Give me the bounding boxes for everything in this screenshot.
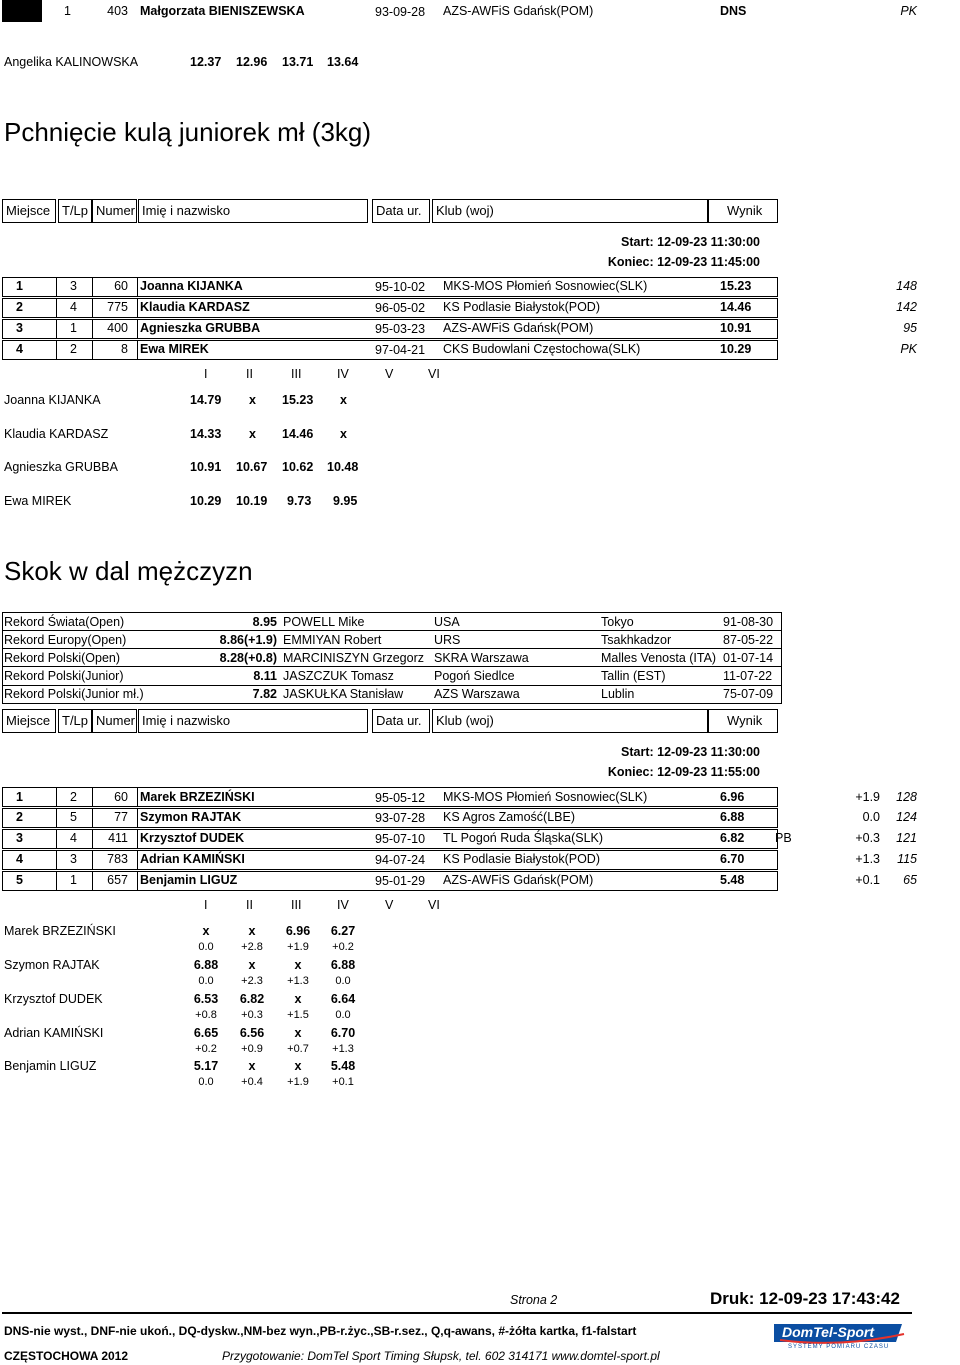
row-marker (2, 0, 42, 22)
results-header-shot (2, 199, 778, 225)
bib-number: 60 (114, 279, 128, 293)
birth-date: 95-05-12 (375, 791, 426, 805)
attempt-value: 6.27 (330, 924, 356, 938)
attempt-athlete-name: Benjamin LIGUZ (4, 1059, 97, 1073)
start-time: Start: 12-09-23 11:30:00 (621, 235, 760, 249)
event-city: CZĘSTOCHOWA 2012 (4, 1349, 129, 1363)
result: 10.29 (720, 342, 752, 356)
record-label: Rekord Polski(Junior mł.) (4, 687, 144, 701)
attempt-wind: +2.3 (241, 975, 263, 987)
record-holder: JASZCZUK Tomasz (283, 669, 394, 683)
attempt-wind: 0.0 (335, 975, 351, 987)
attempt-value: 6.96 (285, 924, 311, 938)
attempt-wind: +0.4 (241, 1076, 263, 1088)
bib-number: 400 (107, 321, 128, 335)
attempt-wind: +0.9 (241, 1043, 263, 1055)
attempt-value: x (294, 958, 302, 972)
attempt-header: II (246, 898, 253, 912)
result: DNS (720, 4, 747, 18)
record-holder: POWELL Mike (283, 615, 365, 629)
record-label: Rekord Europy(Open) (4, 633, 127, 647)
place: 4 (16, 852, 23, 866)
athlete-name: Marek BRZEZIŃSKI (140, 790, 255, 804)
attempt-value: x (202, 924, 210, 938)
place: 4 (16, 342, 23, 356)
birth-date: 93-09-28 (375, 5, 426, 19)
athlete-name: Agnieszka GRUBBA (140, 321, 261, 335)
attempt-header: VI (428, 367, 440, 381)
athlete-name: Szymon RAJTAK (140, 810, 242, 824)
place: 3 (16, 831, 23, 845)
record-place: Tokyo (601, 615, 634, 629)
result: 15.23 (720, 279, 752, 293)
footer-divider (2, 1312, 912, 1314)
print-timestamp: Druk: 12-09-23 17:43:42 (710, 1289, 900, 1308)
record-value: 8.28(+0.8) (219, 651, 277, 665)
record-value: 8.95 (252, 615, 277, 629)
bib-number: 60 (114, 790, 128, 804)
attempt-wind: 0.0 (198, 1076, 214, 1088)
header-name: Imię i nazwisko (138, 199, 368, 223)
attempt-header: IV (337, 898, 349, 912)
club: TL Pogoń Ruda Śląska(SLK) (443, 831, 604, 845)
attempt-header: V (385, 898, 394, 912)
attempt-value: 14.46 (282, 427, 314, 441)
attempt-header: VI (428, 898, 440, 912)
attempt-wind: +1.3 (332, 1043, 354, 1055)
attempt-value: 13.71 (282, 55, 314, 69)
attempt-wind: 0.0 (198, 941, 214, 953)
attempt-wind: +0.8 (195, 1009, 217, 1021)
header-club: Klub (woj) (432, 709, 708, 733)
attempt-value: 15.23 (282, 393, 314, 407)
club: MKS-MOS Płomień Sosnowiec(SLK) (443, 279, 648, 293)
attempt-value: x (248, 924, 256, 938)
record-date: 87-05-22 (723, 633, 774, 647)
record-club: Pogoń Siedlce (434, 669, 515, 683)
header-name: Imię i nazwisko (138, 709, 368, 733)
wind: 0.0 (862, 810, 880, 824)
attempt-athlete-name: Ewa MIREK (4, 494, 72, 508)
result: 10.91 (720, 321, 752, 335)
wind: +1.3 (855, 852, 880, 866)
birth-date: 93-07-28 (375, 811, 426, 825)
end-time: Koniec: 12-09-23 11:45:00 (607, 255, 760, 269)
record-place: Tallin (EST) (601, 669, 666, 683)
attempt-athlete-name: Adrian KAMIŃSKI (4, 1026, 104, 1040)
record-label: Rekord Polski(Junior) (4, 669, 124, 683)
points: PK (900, 4, 917, 18)
attempt-wind: +0.7 (287, 1043, 309, 1055)
attempt-athlete-name: Joanna KIJANKA (4, 393, 101, 407)
record-country: USA (434, 615, 460, 629)
logo-text: DomTel-Sport (782, 1324, 875, 1340)
lp: 1 (70, 873, 77, 887)
record-place: Tsakhkadzor (601, 633, 672, 647)
attempt-value: 5.17 (193, 1059, 219, 1073)
attempt-value: 9.95 (333, 494, 358, 508)
wind: +0.3 (855, 831, 880, 845)
header-tlp: T/Lp (58, 199, 92, 223)
birth-date: 95-01-29 (375, 874, 426, 888)
points: 115 (897, 852, 917, 866)
wind: +1.9 (855, 790, 880, 804)
bib-number: 775 (107, 300, 128, 314)
header-number: Numer (92, 709, 137, 733)
attempt-wind: +0.1 (332, 1076, 354, 1088)
points: 128 (896, 790, 917, 804)
result: 6.88 (720, 810, 745, 824)
attempt-wind: +1.9 (287, 941, 309, 953)
attempt-header: V (385, 367, 394, 381)
attempt-header: III (291, 898, 302, 912)
bib-number: 657 (107, 873, 128, 887)
record-label: Rekord Świata(Open) (4, 615, 125, 629)
attempt-athlete-name: Klaudia KARDASZ (4, 427, 109, 441)
attempt-value: 12.96 (236, 55, 268, 69)
lp: 2 (70, 790, 77, 804)
page-number: Strona 2 (510, 1293, 558, 1307)
attempt-wind: +1.5 (287, 1009, 309, 1021)
attempt-value: 12.37 (190, 55, 222, 69)
points: 124 (896, 810, 917, 824)
attempt-athlete-name: Szymon RAJTAK (4, 958, 100, 972)
place: 1 (16, 790, 23, 804)
record-holder: MARCINISZYN Grzegorz (283, 651, 424, 665)
attempt-value: 14.33 (190, 427, 222, 441)
place: 1 (64, 4, 71, 18)
attempt-value: x (248, 958, 256, 972)
attempt-value: x (249, 427, 256, 441)
attempt-header: II (246, 367, 253, 381)
lp: 3 (70, 852, 77, 866)
bib-number: 783 (107, 852, 128, 866)
attempt-value: 6.56 (239, 1026, 265, 1040)
attempt-value: 6.53 (193, 992, 219, 1006)
birth-date: 94-07-24 (375, 853, 426, 867)
place: 2 (16, 300, 23, 314)
athlete-name: Ewa MIREK (140, 342, 209, 356)
results-header-long (2, 709, 778, 735)
birth-date: 95-07-10 (375, 832, 426, 846)
attempt-header: IV (337, 367, 349, 381)
section-title-shot-put: Pchnięcie kulą juniorek mł (3kg) (4, 117, 372, 147)
record-date: 01-07-14 (723, 651, 774, 665)
record-value: 8.11 (253, 669, 277, 683)
attempt-value: 10.19 (236, 494, 268, 508)
legend-text: DNS-nie wyst., DNF-nie ukoń., DQ-dyskw.,NM-bez wyn.,PB-r.życ.,SB-r.sez., Q,q-awans, #-żółta kartka, f1-falstart (4, 1324, 637, 1338)
attempt-wind: +0.3 (241, 1009, 263, 1021)
attempt-value: x (340, 393, 347, 407)
attempt-athlete-name: Marek BRZEZIŃSKI (4, 924, 116, 938)
bib-number: 403 (107, 4, 128, 18)
header-dob: Data ur. (372, 709, 430, 733)
place: 2 (16, 810, 23, 824)
attempt-value: x (340, 427, 347, 441)
attempt-value: x (294, 1026, 302, 1040)
attempt-value: 6.82 (239, 992, 265, 1006)
header-club: Klub (woj) (432, 199, 708, 223)
header-number: Numer (92, 199, 137, 223)
attempt-value: 14.79 (190, 393, 222, 407)
club: KS Podlasie Białystok(POD) (443, 852, 601, 866)
attempt-value: 6.64 (330, 992, 356, 1006)
birth-date: 96-05-02 (375, 301, 426, 315)
attempt-value: x (294, 992, 302, 1006)
bib-number: 8 (121, 342, 128, 356)
lp: 4 (70, 831, 77, 845)
header-place: Miejsce (2, 199, 56, 223)
club: MKS-MOS Płomień Sosnowiec(SLK) (443, 790, 648, 804)
attempt-wind: 0.0 (335, 1009, 351, 1021)
attempt-value: 10.29 (190, 494, 222, 508)
pb-flag: PB (775, 831, 792, 845)
birth-date: 95-10-02 (375, 280, 426, 294)
prepared-by: Przygotowanie: DomTel Sport Timing Słupsk, tel. 602 314171 www.domtel-sport.pl (222, 1349, 660, 1363)
attempt-value: 10.67 (236, 460, 268, 474)
attempt-value: 10.48 (327, 460, 359, 474)
club: CKS Budowlani Częstochowa(SLK) (443, 342, 641, 356)
record-date: 11-07-22 (723, 669, 773, 683)
record-value: 7.82 (252, 687, 277, 701)
attempt-athlete-name: Krzysztof DUDEK (4, 992, 103, 1006)
attempt-value: 10.91 (190, 460, 222, 474)
athlete-name: Krzysztof DUDEK (140, 831, 245, 845)
record-club: AZS Warszawa (434, 687, 520, 701)
points: 148 (896, 279, 917, 293)
attempt-value: 6.70 (330, 1026, 356, 1040)
result: 14.46 (720, 300, 752, 314)
attempt-value: x (248, 1059, 256, 1073)
wind: +0.1 (855, 873, 880, 887)
domtel-logo (770, 1320, 910, 1354)
attempt-wind: 0.0 (198, 975, 214, 987)
record-country: URS (434, 633, 461, 647)
attempt-value: x (294, 1059, 302, 1073)
logo-subtitle: SYSTEMY POMIARU CZASU (788, 1344, 890, 1350)
header-result: Wynik (708, 709, 778, 733)
lp: 1 (70, 321, 77, 335)
record-date: 75-07-09 (723, 687, 774, 701)
result: 5.48 (720, 873, 745, 887)
attempt-athlete-name: Agnieszka GRUBBA (4, 460, 118, 474)
club: AZS-AWFiS Gdańsk(POM) (443, 321, 594, 335)
record-holder: JASKUŁKA Stanisław (283, 687, 404, 701)
bib-number: 411 (108, 831, 128, 845)
club: KS Podlasie Białystok(POD) (443, 300, 601, 314)
points: 65 (903, 873, 917, 887)
bib-number: 77 (114, 810, 128, 824)
points: PK (900, 342, 917, 356)
birth-date: 95-03-23 (375, 322, 426, 336)
record-label: Rekord Polski(Open) (4, 651, 121, 665)
place: 3 (16, 321, 23, 335)
attempt-value: 13.64 (327, 55, 359, 69)
athlete-name: Klaudia KARDASZ (140, 300, 250, 314)
place: 5 (16, 873, 23, 887)
section-title-long-jump: Skok w dal mężczyzn (4, 556, 253, 586)
birth-date: 97-04-21 (375, 343, 426, 357)
attempt-header: I (204, 367, 208, 381)
result: 6.96 (720, 790, 745, 804)
attempt-athlete-name: Angelika KALINOWSKA (4, 55, 139, 69)
attempt-value: x (249, 393, 256, 407)
record-club: SKRA Warszawa (434, 651, 529, 665)
attempt-value: 10.62 (282, 460, 314, 474)
attempt-wind: +2.8 (241, 941, 263, 953)
place: 1 (16, 279, 23, 293)
attempt-value: 9.73 (287, 494, 312, 508)
header-place: Miejsce (2, 709, 56, 733)
attempt-value: 6.65 (193, 1026, 219, 1040)
attempt-header: I (204, 898, 208, 912)
record-value: 8.86(+1.9) (219, 633, 277, 647)
record-holder: EMMIYAN Robert (283, 633, 382, 647)
attempt-value: 5.48 (330, 1059, 356, 1073)
attempt-wind: +1.3 (287, 975, 309, 987)
lp: 2 (70, 342, 77, 356)
athlete-name: Benjamin LIGUZ (140, 873, 238, 887)
athlete-name: Adrian KAMIŃSKI (140, 852, 245, 866)
lp: 5 (70, 810, 77, 824)
record-date: 91-08-30 (723, 615, 774, 629)
attempt-header: III (291, 367, 302, 381)
club: KS Agros Zamość(LBE) (443, 810, 575, 824)
lp: 4 (70, 300, 77, 314)
club: AZS-AWFiS Gdańsk(POM) (443, 4, 594, 18)
header-result: Wynik (708, 199, 778, 223)
attempt-wind: +0.2 (195, 1043, 217, 1055)
attempt-wind: +0.2 (332, 941, 354, 953)
header-dob: Data ur. (372, 199, 430, 223)
points: 95 (903, 321, 917, 335)
record-place: Lublin (601, 687, 635, 701)
attempt-value: 6.88 (330, 958, 356, 972)
attempt-wind: +1.9 (287, 1076, 309, 1088)
header-tlp: T/Lp (58, 709, 92, 733)
start-time: Start: 12-09-23 11:30:00 (621, 745, 760, 759)
points: 121 (896, 831, 917, 845)
end-time: Koniec: 12-09-23 11:55:00 (607, 765, 760, 779)
lp: 3 (70, 279, 77, 293)
result: 6.70 (720, 852, 745, 866)
club: AZS-AWFiS Gdańsk(POM) (443, 873, 594, 887)
result: 6.82 (720, 831, 745, 845)
attempt-value: 6.88 (193, 958, 219, 972)
athlete-name: Joanna KIJANKA (140, 279, 243, 293)
record-place: Malles Venosta (ITA) (601, 651, 717, 665)
points: 142 (896, 300, 917, 314)
athlete-name: Małgorzata BIENISZEWSKA (140, 4, 305, 18)
